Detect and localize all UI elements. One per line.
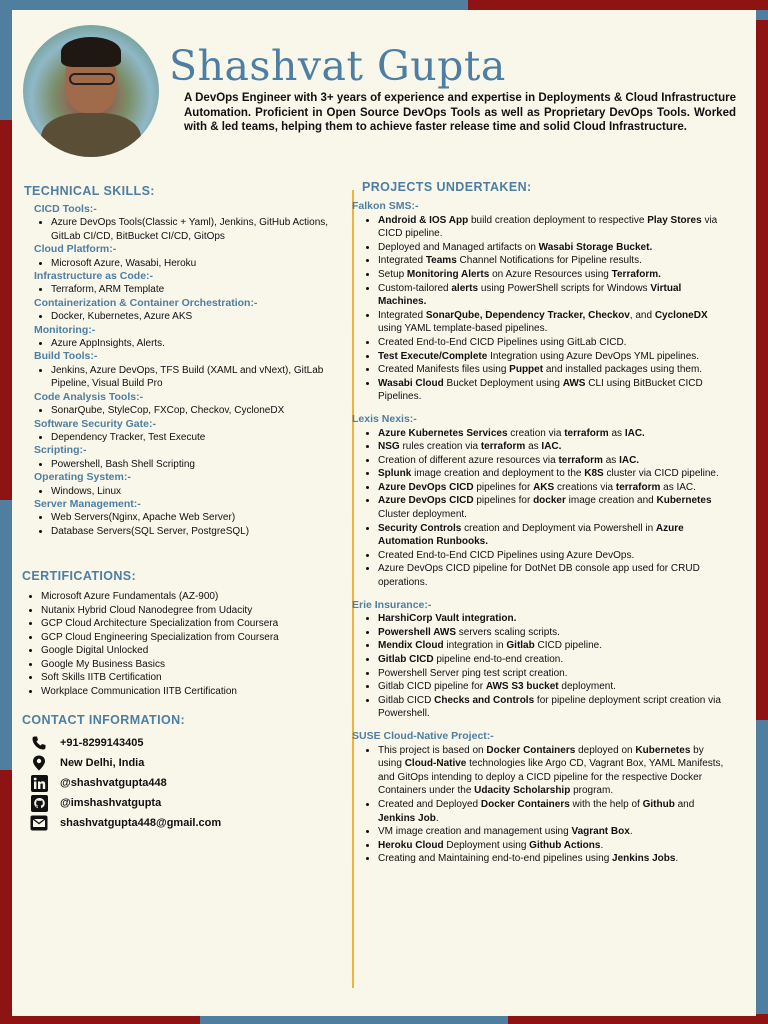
skill-category-items: [34, 431, 344, 444]
project-item: • Android & IOS App build creation deployment to respective Play Stores via CICD pipeline.: [378, 214, 730, 241]
project-item: • Creating and Maintaining end-to-end pipelines using Jenkins Jobs.: [378, 852, 730, 866]
project-item: • Setup Monitoring Alerts on Azure Resources using Terraform.: [378, 268, 730, 282]
project-block: [352, 200, 730, 404]
skill-item: • Docker, Kubernetes, Azure AKS: [51, 310, 344, 323]
linkedin-icon: [30, 774, 48, 792]
profile-photo: [23, 25, 159, 157]
project-item: • Powershell AWS servers scaling scripts.: [378, 626, 730, 640]
project-block: [352, 599, 730, 721]
project-item: • Mendix Cloud integration in Gitlab CICD pipeline.: [378, 639, 730, 653]
certification-item: • Soft Skills IITB Certification: [41, 671, 342, 685]
project-item: • Custom-tailored alerts using PowerShell scripts for Windows Virtual Machines.: [378, 282, 730, 309]
project-item: • Creation of different azure resources via terraform as IAC.: [378, 454, 730, 468]
resume-sheet: [12, 10, 756, 1016]
certifications-heading: CERTIFICATIONS:: [22, 569, 137, 583]
project-item: • Created and Deployed Docker Containers with the help of Github and Jenkins Job.: [378, 798, 730, 825]
project-item: • Security Controls creation and Deployment via Powershell in Azure Automation Runbooks.: [378, 522, 730, 549]
skill-item: • Microsoft Azure, Wasabi, Heroku: [51, 257, 344, 270]
skill-category-title: Scripting:-: [34, 444, 87, 457]
contact-linkedin[interactable]: [30, 773, 330, 793]
skill-item: • Azure AppInsights, Alerts.: [51, 337, 344, 350]
skill-category-title: Containerization & Container Orchestration:-: [34, 296, 258, 309]
skill-category-items: [34, 511, 344, 538]
project-items: [352, 214, 730, 404]
contact-heading: CONTACT INFORMATION:: [22, 713, 186, 727]
contact-location: [30, 753, 330, 773]
project-title: Erie Insurance:-: [352, 598, 432, 611]
project-item: • NSG rules creation via terraform as IAC.: [378, 440, 730, 454]
skill-category-items: [34, 485, 344, 498]
skill-category-title: Server Management:-: [34, 497, 141, 510]
project-item: • Integrated SonarQube, Dependency Tracker, Checkov, and CycloneDX using YAML template-based pipelines.: [378, 309, 730, 336]
skill-category-title: Infrastructure as Code:-: [34, 270, 154, 283]
location-text: New Delhi, India: [60, 757, 145, 769]
project-item: • Gitlab CICD Checks and Controls for pipeline deployment script creation via Powershell.: [378, 694, 730, 721]
linkedin-handle: @shashvatgupta448: [60, 777, 167, 789]
project-items: [352, 744, 730, 866]
skill-item: • Azure DevOps Tools(Classic + Yaml), Jenkins, GitHub Actions, GitLab CI/CD, BitBucket CI/CD, GitOps: [51, 216, 344, 243]
contact-phone[interactable]: [30, 733, 330, 753]
skill-category-title: CICD Tools:-: [34, 203, 97, 215]
contact-block: [30, 733, 330, 833]
skill-item: • Windows, Linux: [51, 485, 344, 498]
project-item: • VM image creation and management using Vagrant Box.: [378, 825, 730, 839]
certification-item: • GCP Cloud Engineering Specialization from Coursera: [41, 631, 342, 645]
skill-item: • Database Servers(SQL Server, PostgreSQL): [51, 525, 344, 538]
skill-item: • Dependency Tracker, Test Execute: [51, 431, 344, 444]
project-item: • Created End-to-End CICD Pipelines using Azure DevOps.: [378, 549, 730, 563]
project-items: [352, 612, 730, 721]
project-item: • Gitlab CICD pipeline for AWS S3 bucket deployment.: [378, 680, 730, 694]
project-item: • This project is based on Docker Containers deployed on Kubernetes by using Cloud-Native technologies like Argo CD, Vagrant Box, YAML Manifests, and GitOps intending to deploy a CICD pipeline for the respective Docker Containers under the Udacity Scholarship program.: [378, 744, 730, 798]
project-block: [352, 413, 730, 590]
project-item: • Splunk image creation and deployment to the K8S cluster via CICD pipeline.: [378, 467, 730, 481]
skill-category-title: Build Tools:-: [34, 350, 98, 363]
frame-accent-right: [754, 20, 768, 720]
project-item: • Created Manifests files using Puppet and installed packages using them.: [378, 363, 730, 377]
certification-item: • Google My Business Basics: [41, 658, 342, 672]
project-item: • Heroku Cloud Deployment using Github Actions.: [378, 839, 730, 853]
project-title: Falkon SMS:-: [352, 200, 419, 212]
project-item: • Test Execute/Complete Integration using Azure DevOps YML pipelines.: [378, 350, 730, 364]
contact-github[interactable]: [30, 793, 330, 813]
frame-accent-left-lower: [0, 770, 12, 1024]
project-item: • Powershell Server ping test script creation.: [378, 667, 730, 681]
skill-category-items: [34, 458, 344, 471]
certification-item: • GCP Cloud Architecture Specialization from Coursera: [41, 617, 342, 631]
skill-category-items: [34, 310, 344, 323]
project-title: Lexis Nexis:-: [352, 412, 417, 425]
projects-heading: PROJECTS UNDERTAKEN:: [362, 180, 532, 194]
technical-skills-heading: TECHNICAL SKILLS:: [24, 184, 155, 198]
project-item: • Integrated Teams Channel Notifications for Pipeline results.: [378, 254, 730, 268]
skill-category-items: [34, 364, 344, 391]
skill-item: • Terraform, ARM Template: [51, 283, 344, 296]
phone-number: +91-8299143405: [60, 737, 144, 749]
email-address: shashvatgupta448@gmail.com: [60, 817, 222, 829]
skill-category-items: [34, 283, 344, 296]
project-item: • Gitlab CICD pipeline end-to-end creation.: [378, 653, 730, 667]
skill-item: • Web Servers(Nginx, Apache Web Server): [51, 511, 344, 524]
skill-category-title: Software Security Gate:-: [34, 417, 156, 430]
phone-icon: [30, 734, 48, 752]
location-pin-icon: [30, 754, 48, 772]
project-block: [352, 730, 730, 866]
project-item: • Azure DevOps CICD pipelines for docker image creation and Kubernetes Cluster deployment.: [378, 494, 730, 521]
skill-category-items: [34, 257, 344, 270]
frame-accent-top: [468, 0, 768, 10]
frame-accent-left: [0, 120, 12, 500]
github-icon: [30, 794, 48, 812]
projects-list: [352, 200, 730, 875]
skill-category-title: Operating System:-: [34, 471, 131, 484]
skill-category-items: [34, 216, 344, 243]
project-item: • Azure Kubernetes Services creation via terraform as IAC.: [378, 427, 730, 441]
certification-item: • Nutanix Hybrid Cloud Nanodegree from Udacity: [41, 604, 342, 618]
skill-item: • SonarQube, StyleCop, FXCop, Checkov, CycloneDX: [51, 404, 344, 417]
skill-item: • Powershell, Bash Shell Scripting: [51, 458, 344, 471]
skill-category-items: [34, 337, 344, 350]
github-handle: @imshashvatgupta: [60, 797, 162, 809]
skill-category-title: Monitoring:-: [34, 323, 96, 336]
email-icon: [30, 814, 48, 832]
certification-item: • Google Digital Unlocked: [41, 644, 342, 658]
project-title: SUSE Cloud-Native Project:-: [352, 729, 494, 742]
skill-category-title: Cloud Platform:-: [34, 243, 117, 256]
technical-skills-list: [34, 203, 344, 538]
contact-email[interactable]: [30, 813, 330, 833]
project-items: [352, 427, 730, 590]
project-item: • Deployed and Managed artifacts on Wasabi Storage Bucket.: [378, 241, 730, 255]
certifications-list: [24, 590, 342, 698]
certification-item: • Microsoft Azure Fundamentals (AZ-900): [41, 590, 342, 604]
certification-item: • Workplace Communication IITB Certification: [41, 685, 342, 699]
skill-category-title: Code Analysis Tools:-: [34, 390, 144, 403]
project-item: • HarshiCorp Vault integration.: [378, 612, 730, 626]
candidate-name: Shashvat Gupta: [169, 42, 506, 90]
project-item: • Wasabi Cloud Bucket Deployment using AWS CLI using BitBucket CICD Pipelines.: [378, 377, 730, 404]
profile-summary: A DevOps Engineer with 3+ years of experience and expertise in Deployments & Cloud Infrastructure Automation. Proficient in Open Source DevOps Tools as well as Proprietary DevOps Tools. Worked with & led teams, helping them to achieve faster release time and solid Cloud Infrastructure.: [184, 92, 736, 134]
project-item: • Azure DevOps CICD pipelines for AKS creations via terraform as IAC.: [378, 481, 730, 495]
project-item: • Azure DevOps CICD pipeline for DotNet DB console app used for CRUD operations.: [378, 562, 730, 589]
project-item: • Created End-to-End CICD Pipelines using GitLab CICD.: [378, 336, 730, 350]
skill-category-items: [34, 404, 344, 417]
skill-item: • Jenkins, Azure DevOps, TFS Build (XAML and vNext), GitLab Pipeline, Visual Build Pro: [51, 364, 344, 391]
